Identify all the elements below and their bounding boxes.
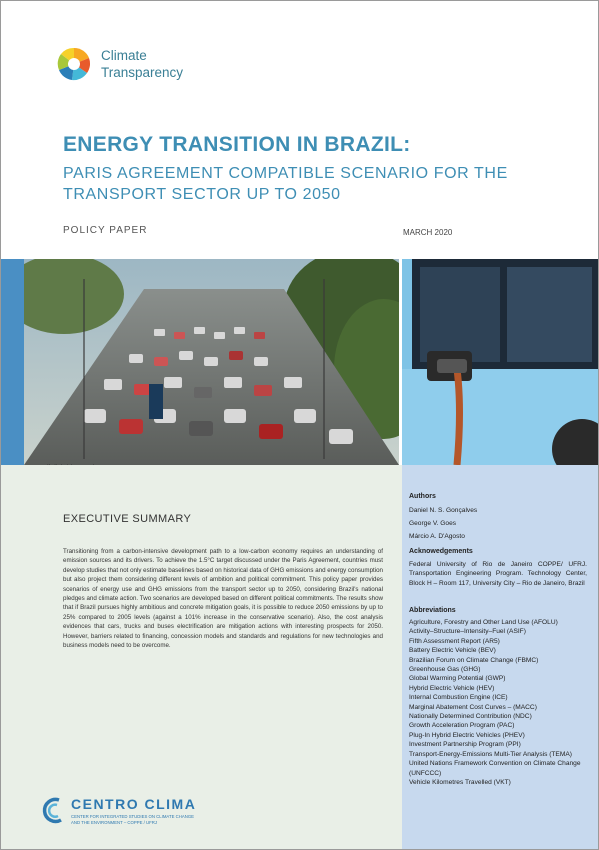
abbreviation-item: Nationally Determined Contribution (NDC) (409, 713, 532, 721)
page-subtitle: PARIS AGREEMENT COMPATIBLE SCENARIO FOR THE TRANSPORT SECTOR UP TO 2050 (63, 165, 508, 203)
abbreviations-list (409, 618, 587, 787)
abbreviation-item: Battery Electric Vehicle (BEV) (409, 647, 496, 655)
abbreviation-item: Transport-Energy-Emissions Multi-Tier Analysis (TEMA) (409, 750, 572, 758)
centro-clima-icon (39, 796, 65, 826)
abbreviation-item: Internal Combustion Engine (ICE) (409, 694, 508, 702)
blue-stripe (1, 259, 24, 465)
logo-line1: Climate (101, 48, 147, 63)
abbreviations-heading: Abbreviations (409, 607, 456, 614)
electric-bus-photo (402, 259, 598, 465)
abbreviation-item: Hybrid Electric Vehicle (HEV) (409, 684, 495, 692)
page-title: ENERGY TRANSITION IN BRAZIL: (63, 133, 411, 156)
executive-summary-heading: EXECUTIVE SUMMARY (63, 513, 192, 525)
abbreviation-item: Growth Acceleration Program (PAC) (409, 722, 515, 730)
document-date: MARCH 2020 (403, 228, 453, 237)
executive-summary-panel (1, 465, 402, 849)
acknowledgements-body: Federal University of Rio de Janeiro COPPE/ UFRJ. Transportation Engineering Program. Technology Center, Block H – Room 117, University City – Rio de Janeiro, Brazil (409, 561, 587, 587)
author-item: Márcio A. D'Agosto (409, 533, 465, 540)
abbreviation-item: Investment Partnership Program (PPI) (409, 741, 521, 749)
author-item: Daniel N. S. Gonçalves (409, 507, 478, 514)
centro-clima-tagline: CENTER FOR INTEGRATED STUDIES ON CLIMATE CHANGE AND THE ENVIRONMENT – COPPE / UFRJ (71, 814, 195, 825)
abbreviation-item: Agriculture, Forestry and Other Land Use (AFOLU) (409, 619, 558, 626)
logo-line2: Transparency (101, 65, 184, 80)
climate-transparency-logo (56, 46, 183, 82)
centro-clima-logo (39, 796, 201, 826)
abbreviation-item: Greenhouse Gas (GHG) (409, 666, 481, 674)
authors-list (409, 506, 587, 545)
title-block (63, 133, 583, 205)
executive-summary-body: Transitioning from a carbon-intensive development path to a low-carbon economy requires an understanding of emission sources and its drivers. To achieve the 1.5°C target discussed under the Paris Agreement, countries must develop studies that not only estimate baselines based on historical data of GHG emissions and energy consumption but also project them considering different levels of ambition and political commitment. This policy paper provides scenarios of energy use and GHG emissions from the transport sector up to 2050, considering Brazil's national pledges and climate action. Two scenarios are developed based on different political commitments. The results show that if Brazil pursues highly ambitious and concrete mitigation goals, it is possible to reduce 2050 emissions by up to 25% compared to 2005 levels (against a 101% increase in the conservative scenario). Also, the cost analysis evidences that cars, trucks and buses electrification are mitigation actions with interesting prospects for 2050. However, barriers related to financing, concession models and standards and regulations for new technologies and business models need to be overcome. (63, 548, 383, 650)
abbreviation-item: United Nations Framework Convention on Climate Change (UNFCCC) (409, 760, 581, 777)
centro-clima-name: CENTRO CLIMA (71, 796, 197, 812)
document-type: POLICY PAPER (63, 225, 148, 236)
abbreviation-item: Marginal Abatement Cost Curves – (MACC) (409, 703, 537, 711)
climate-transparency-icon (56, 46, 92, 82)
abbreviation-item: Global Warming Potential (GWP) (409, 675, 506, 683)
author-item: George V. Goes (409, 520, 457, 527)
abbreviation-item: Plug-In Hybrid Electric Vehicles (PHEV) (409, 731, 525, 739)
abbreviation-item: Fifth Assessment Report (AR5) (409, 637, 500, 645)
acknowledgements-heading: Acknowedgements (409, 548, 473, 555)
traffic-photo (24, 259, 399, 465)
abbreviation-item: Brazilian Forum on Climate Change (FBMC) (409, 656, 539, 664)
abbreviation-item: Vehicle Kilometres Travelled (VKT) (409, 778, 511, 786)
abbreviation-item: Activity–Structure–Intensity–Fuel (ASIF) (409, 628, 526, 636)
authors-heading: Authors (409, 493, 436, 500)
